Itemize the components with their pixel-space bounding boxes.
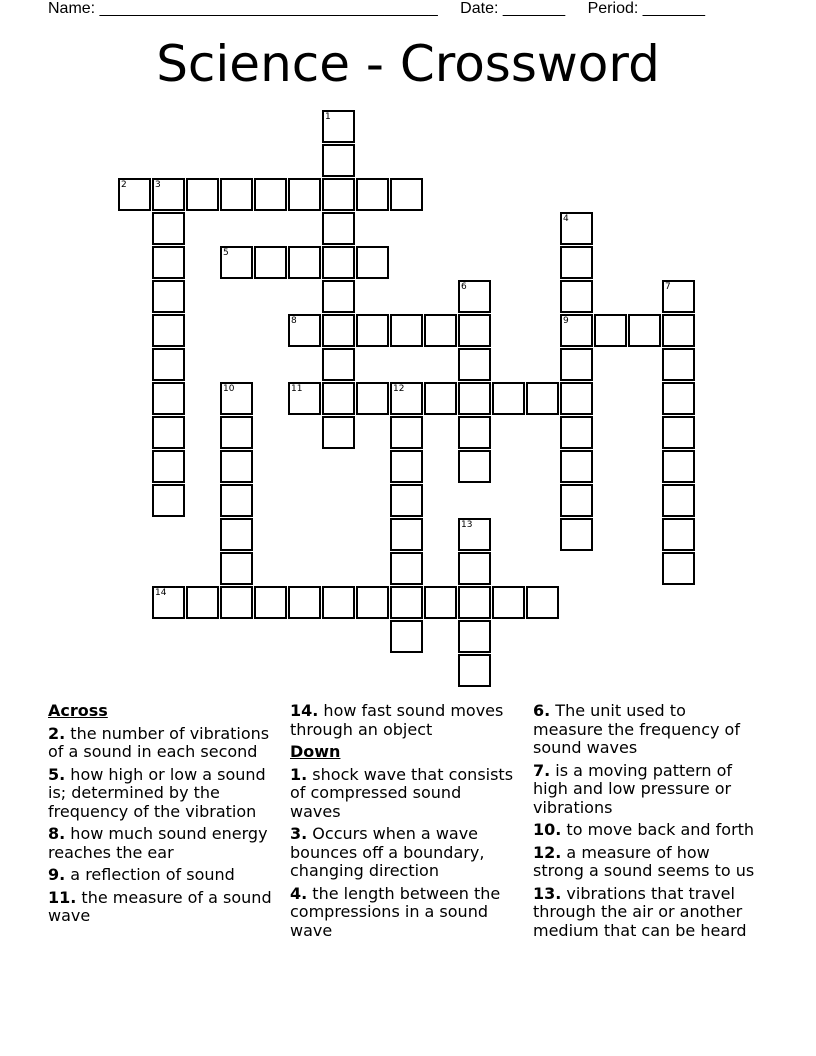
crossword-cell[interactable] xyxy=(560,212,593,245)
cell-number: 1 xyxy=(325,112,331,122)
crossword-cell[interactable] xyxy=(220,552,253,585)
crossword-cell[interactable] xyxy=(560,382,593,415)
crossword-cell[interactable] xyxy=(220,416,253,449)
right-clues-column xyxy=(533,702,759,944)
cell-number: 11 xyxy=(291,384,303,394)
crossword-cell[interactable] xyxy=(492,382,525,415)
crossword-cell[interactable] xyxy=(628,314,661,347)
crossword-cell[interactable] xyxy=(220,246,253,279)
across-clue xyxy=(290,702,516,739)
cell-number: 7 xyxy=(665,282,671,292)
crossword-cell[interactable] xyxy=(152,212,185,245)
crossword-cell[interactable] xyxy=(458,586,491,619)
clue-text: a measure of how strong a sound seems to us xyxy=(533,842,755,880)
cell-number: 4 xyxy=(563,214,569,224)
clue-text: is a moving pattern of high and low pressure or vibrations xyxy=(533,760,733,817)
crossword-cell[interactable] xyxy=(152,382,185,415)
across-clue xyxy=(48,889,274,926)
crossword-cell[interactable] xyxy=(288,178,321,211)
crossword-cell[interactable] xyxy=(526,382,559,415)
across-clue xyxy=(48,825,274,862)
clue-text: the length between the compressions in a sound wave xyxy=(290,883,501,940)
crossword-cell[interactable] xyxy=(390,178,423,211)
down-clue xyxy=(533,821,759,840)
period-field: Period: _______ xyxy=(587,0,706,17)
crossword-cell[interactable] xyxy=(288,382,321,415)
crossword-cell[interactable] xyxy=(390,518,423,551)
crossword-cell[interactable] xyxy=(390,314,423,347)
clue-number: 13. xyxy=(533,883,562,903)
crossword-cell[interactable] xyxy=(254,246,287,279)
clue-text: The unit used to measure the frequency of sound waves xyxy=(533,701,740,757)
crossword-cell[interactable] xyxy=(390,484,423,517)
crossword-cell[interactable] xyxy=(458,280,491,313)
crossword-cell[interactable] xyxy=(288,314,321,347)
down-clue xyxy=(533,844,759,881)
crossword-cell[interactable] xyxy=(424,586,457,619)
crossword-cell[interactable] xyxy=(390,450,423,483)
crossword-cell[interactable] xyxy=(662,450,695,483)
cell-number: 9 xyxy=(563,316,569,326)
clue-number: 2. xyxy=(48,723,66,743)
crossword-cell[interactable] xyxy=(662,552,695,585)
crossword-cell[interactable] xyxy=(322,348,355,381)
clue-text: how high or low a sound is; determined by the frequency of the vibration xyxy=(48,764,266,821)
crossword-cell[interactable] xyxy=(560,518,593,551)
crossword-cell[interactable] xyxy=(322,110,355,143)
clue-text: the number of vibrations of a sound in each second xyxy=(48,723,270,761)
crossword-cell[interactable] xyxy=(390,382,423,415)
middle-clues-column xyxy=(290,702,516,944)
crossword-cell[interactable] xyxy=(220,586,253,619)
cell-number: 12 xyxy=(393,384,405,394)
crossword-cell[interactable] xyxy=(560,246,593,279)
clue-number: 12. xyxy=(533,842,562,862)
down-clue xyxy=(533,702,759,758)
crossword-cell[interactable] xyxy=(662,518,695,551)
crossword-cell[interactable] xyxy=(458,382,491,415)
crossword-cell[interactable] xyxy=(390,552,423,585)
crossword-cell[interactable] xyxy=(356,382,389,415)
across-heading: Across xyxy=(48,701,108,720)
crossword-cell[interactable] xyxy=(662,484,695,517)
clue-number: 7. xyxy=(533,760,551,780)
name-field: Name: ______________________________________ xyxy=(48,0,438,17)
crossword-cell[interactable] xyxy=(322,586,355,619)
crossword-cell[interactable] xyxy=(458,518,491,551)
date-field: Date: _______ xyxy=(460,0,566,17)
crossword-cell[interactable] xyxy=(560,450,593,483)
crossword-cell[interactable] xyxy=(322,144,355,177)
clue-number: 8. xyxy=(48,824,66,843)
clue-text: Occurs when a wave bounces off a boundary, changing direction xyxy=(290,824,485,880)
down-clue xyxy=(533,762,759,818)
clue-number: 11. xyxy=(48,887,77,907)
clue-number: 9. xyxy=(48,865,66,884)
cell-number: 2 xyxy=(121,180,127,190)
crossword-cell[interactable] xyxy=(390,416,423,449)
crossword-cell[interactable] xyxy=(526,586,559,619)
crossword-cell[interactable] xyxy=(356,314,389,347)
down-heading: Down xyxy=(290,742,341,761)
crossword-cell[interactable] xyxy=(458,654,491,687)
crossword-cell[interactable] xyxy=(322,416,355,449)
crossword-cell[interactable] xyxy=(458,348,491,381)
clue-text: vibrations that travel through the air or another medium that can be heard xyxy=(533,883,747,940)
clue-number: 5. xyxy=(48,764,66,784)
crossword-cell[interactable] xyxy=(458,416,491,449)
crossword-cell[interactable] xyxy=(220,484,253,517)
crossword-cell[interactable] xyxy=(152,280,185,313)
clue-text: shock wave that consists of compressed sound waves xyxy=(290,764,514,821)
crossword-cell[interactable] xyxy=(152,348,185,381)
crossword-cell[interactable] xyxy=(560,314,593,347)
crossword-cell[interactable] xyxy=(322,246,355,279)
clue-number: 4. xyxy=(290,883,308,903)
down-clue xyxy=(533,885,759,941)
crossword-cell[interactable] xyxy=(662,348,695,381)
cell-number: 8 xyxy=(291,316,297,326)
clue-text: a reflection of sound xyxy=(65,865,235,884)
clue-text: how fast sound moves through an object xyxy=(290,701,504,739)
crossword-cell[interactable] xyxy=(118,178,151,211)
cell-number: 10 xyxy=(223,384,235,394)
crossword-cell[interactable] xyxy=(458,314,491,347)
crossword-cell[interactable] xyxy=(254,586,287,619)
crossword-cell[interactable] xyxy=(254,178,287,211)
crossword-cell[interactable] xyxy=(662,416,695,449)
crossword-cell[interactable] xyxy=(560,280,593,313)
cell-number: 5 xyxy=(223,248,229,258)
clue-number: 3. xyxy=(290,824,308,843)
crossword-cell[interactable] xyxy=(152,586,185,619)
across-clue xyxy=(48,725,274,762)
crossword-cell[interactable] xyxy=(560,484,593,517)
down-clue xyxy=(290,885,516,941)
crossword-cell[interactable] xyxy=(322,178,355,211)
crossword-cell[interactable] xyxy=(322,382,355,415)
crossword-cell[interactable] xyxy=(560,348,593,381)
crossword-cell[interactable] xyxy=(662,280,695,313)
crossword-cell[interactable] xyxy=(322,212,355,245)
clue-text: the measure of a sound wave xyxy=(48,887,272,925)
crossword-cell[interactable] xyxy=(220,382,253,415)
crossword-cell[interactable] xyxy=(220,450,253,483)
crossword-cell[interactable] xyxy=(288,586,321,619)
page-title: Science - Crossword xyxy=(156,35,660,93)
crossword-cell[interactable] xyxy=(424,314,457,347)
cell-number: 6 xyxy=(461,282,467,292)
across-clue xyxy=(48,766,274,822)
crossword-cell[interactable] xyxy=(152,450,185,483)
cell-number: 3 xyxy=(155,180,161,190)
crossword-cell[interactable] xyxy=(390,586,423,619)
crossword-cell[interactable] xyxy=(152,484,185,517)
crossword-cell[interactable] xyxy=(152,314,185,347)
crossword-cell[interactable] xyxy=(560,416,593,449)
crossword-cell[interactable] xyxy=(152,178,185,211)
crossword-cell[interactable] xyxy=(186,586,219,619)
across-clues-column xyxy=(48,702,274,930)
crossword-cell[interactable] xyxy=(390,620,423,653)
crossword-cell[interactable] xyxy=(356,586,389,619)
across-clue xyxy=(48,866,274,885)
clue-number: 1. xyxy=(290,764,308,784)
clue-number: 6. xyxy=(533,701,551,720)
crossword-cell[interactable] xyxy=(356,178,389,211)
crossword-cell[interactable] xyxy=(322,314,355,347)
crossword-cell[interactable] xyxy=(220,518,253,551)
crossword-cell[interactable] xyxy=(220,178,253,211)
crossword-cell[interactable] xyxy=(152,416,185,449)
crossword-cell[interactable] xyxy=(662,382,695,415)
clue-text: to move back and forth xyxy=(561,820,755,839)
crossword-cell[interactable] xyxy=(424,382,457,415)
crossword-cell[interactable] xyxy=(356,246,389,279)
crossword-cell[interactable] xyxy=(186,178,219,211)
crossword-cell[interactable] xyxy=(458,620,491,653)
crossword-cell[interactable] xyxy=(458,450,491,483)
clue-text: how much sound energy reaches the ear xyxy=(48,824,268,862)
clue-number: 14. xyxy=(290,701,319,720)
crossword-cell[interactable] xyxy=(152,246,185,279)
down-clue xyxy=(290,766,516,822)
cell-number: 13 xyxy=(461,520,473,530)
cell-number: 14 xyxy=(155,588,167,598)
crossword-cell[interactable] xyxy=(662,314,695,347)
crossword-cell[interactable] xyxy=(322,280,355,313)
down-clue xyxy=(290,825,516,881)
clue-number: 10. xyxy=(533,820,562,839)
crossword-cell[interactable] xyxy=(458,552,491,585)
crossword-cell[interactable] xyxy=(594,314,627,347)
crossword-cell[interactable] xyxy=(492,586,525,619)
crossword-cell[interactable] xyxy=(288,246,321,279)
